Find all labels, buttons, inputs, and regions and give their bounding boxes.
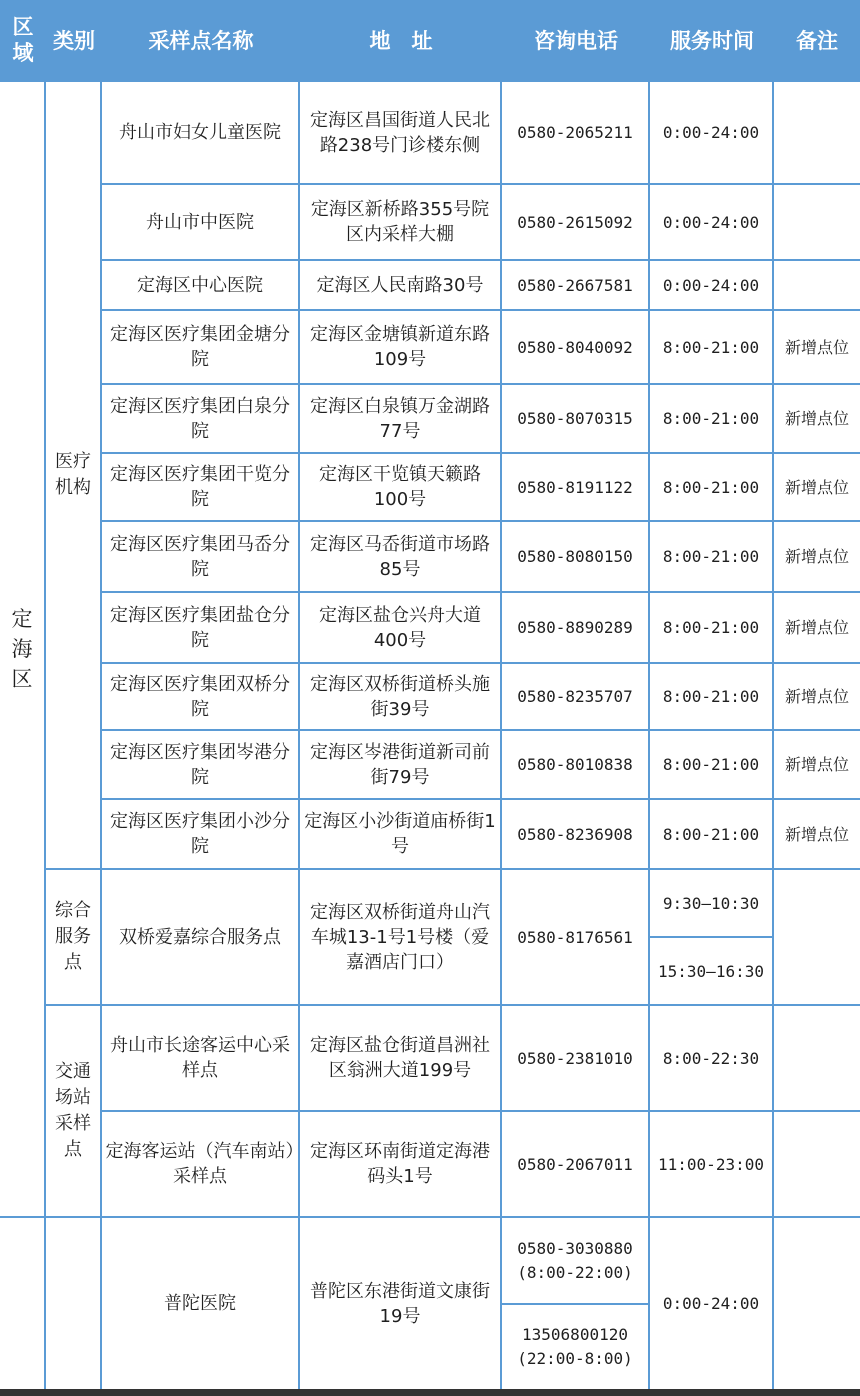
site-note: 新增点位: [774, 731, 860, 798]
site-phone: 0580-8010838: [502, 731, 648, 798]
site-address: 定海区干览镇天籁路100号: [300, 454, 500, 520]
site-name: 舟山市长途客运中心采样点: [102, 1006, 298, 1110]
site-hours: 8:00-21:00: [650, 593, 772, 662]
phone-time-range: (8:00-22:00): [517, 1262, 633, 1282]
header-note: 备注: [774, 0, 860, 80]
region-putuo: [0, 1218, 44, 1389]
header-region: 区 域: [0, 0, 46, 80]
site-phone: 0580-2615092: [502, 185, 648, 259]
site-name: 定海区医疗集团双桥分院: [102, 664, 298, 729]
site-note: 新增点位: [774, 522, 860, 591]
site-note: [774, 1218, 860, 1389]
site-hours-morning: 9:30—10:30: [650, 870, 772, 936]
site-address: 定海区岑港街道新司前街79号: [300, 731, 500, 798]
site-hours: 8:00-21:00: [650, 800, 772, 868]
site-phone: 0580-2065211: [502, 82, 648, 183]
header-site-name: 采样点名称: [102, 0, 300, 80]
header-phone: 咨询电话: [502, 0, 650, 80]
site-note: [774, 261, 860, 309]
site-name: 定海区医疗集团金塘分院: [102, 311, 298, 383]
site-address: 定海区双桥街道桥头施街39号: [300, 664, 500, 729]
site-phone: 0580-8040092: [502, 311, 648, 383]
header-category: 类别: [46, 0, 102, 80]
site-note: 新增点位: [774, 800, 860, 868]
site-phone: 0580-2067011: [502, 1112, 648, 1216]
site-address: 定海区白泉镇万金湖路77号: [300, 385, 500, 452]
site-name: 定海区医疗集团小沙分院: [102, 800, 298, 868]
site-address: 定海区小沙街道庙桥街1号: [300, 800, 500, 868]
site-phone-day: [502, 1218, 648, 1303]
site-address: 定海区金塘镇新道东路109号: [300, 311, 500, 383]
site-hours: 0:00-24:00: [650, 185, 772, 259]
site-hours: 8:00-21:00: [650, 522, 772, 591]
site-address: 定海区新桥路355号院区内采样大棚: [300, 185, 500, 259]
site-address: 定海区双桥街道舟山汽车城13-1号1号楼（爱嘉酒店门口）: [300, 870, 500, 1004]
site-hours: 8:00-22:30: [650, 1006, 772, 1110]
site-hours: 0:00-24:00: [650, 1218, 772, 1389]
site-name: 定海区医疗集团干览分院: [102, 454, 298, 520]
site-name: 普陀医院: [102, 1218, 298, 1389]
site-note: [774, 1006, 860, 1110]
site-name: 双桥爱嘉综合服务点: [102, 870, 298, 1004]
site-note: 新增点位: [774, 311, 860, 383]
category-putuo: [46, 1218, 100, 1389]
category-medical: 医疗 机构: [46, 82, 100, 868]
site-name: 舟山市中医院: [102, 185, 298, 259]
site-hours: 8:00-21:00: [650, 385, 772, 452]
site-hours-afternoon: 15:30—16:30: [650, 938, 772, 1004]
site-name: 舟山市妇女儿童医院: [102, 82, 298, 183]
site-name: 定海区医疗集团岑港分院: [102, 731, 298, 798]
site-address: 定海区盐仓兴舟大道400号: [300, 593, 500, 662]
site-note: 新增点位: [774, 593, 860, 662]
site-hours: 8:00-21:00: [650, 311, 772, 383]
site-phone: 0580-8235707: [502, 664, 648, 729]
site-hours: 0:00-24:00: [650, 82, 772, 183]
site-note: [774, 1112, 860, 1216]
phone-number: 13506800120: [522, 1325, 628, 1344]
site-phone: 0580-8176561: [502, 870, 648, 1004]
site-address: 定海区环南街道定海港码头1号: [300, 1112, 500, 1216]
site-name: 定海区医疗集团马岙分院: [102, 522, 298, 591]
site-hours: 8:00-21:00: [650, 731, 772, 798]
site-phone: 0580-2381010: [502, 1006, 648, 1110]
site-address: 定海区人民南路30号: [300, 261, 500, 309]
category-transport: 交通 场站 采样 点: [46, 1006, 100, 1216]
site-phone: 0580-8236908: [502, 800, 648, 868]
phone-time-range: (22:00-8:00): [517, 1349, 633, 1368]
site-note: 新增点位: [774, 454, 860, 520]
site-address: 定海区盐仓街道昌洲社区翁洲大道199号: [300, 1006, 500, 1110]
site-phone: 0580-8890289: [502, 593, 648, 662]
site-hours: 11:00-23:00: [650, 1112, 772, 1216]
site-note: 新增点位: [774, 385, 860, 452]
site-phone: 0580-8191122: [502, 454, 648, 520]
site-address: 普陀区东港街道文康街19号: [300, 1218, 500, 1389]
site-phone-night: [502, 1305, 648, 1389]
site-name: 定海区中心医院: [102, 261, 298, 309]
category-service: 综合 服务 点: [46, 870, 100, 1004]
site-note: 新增点位: [774, 664, 860, 729]
site-name: 定海客运站（汽车南站）采样点: [102, 1112, 298, 1216]
region-dinghai: 定 海 区: [0, 82, 44, 1216]
site-note: [774, 185, 860, 259]
phone-number: 0580-3030880: [517, 1238, 633, 1258]
header-hours: 服务时间: [650, 0, 774, 80]
site-phone: 0580-8070315: [502, 385, 648, 452]
site-note: [774, 82, 860, 183]
site-phone: 0580-2667581: [502, 261, 648, 309]
site-address: 定海区昌国街道人民北路238号门诊楼东侧: [300, 82, 500, 183]
bottom-edge: [0, 1389, 860, 1396]
site-name: 定海区医疗集团白泉分院: [102, 385, 298, 452]
site-note: [774, 870, 860, 1004]
site-hours: 8:00-21:00: [650, 664, 772, 729]
site-hours: 0:00-24:00: [650, 261, 772, 309]
header-address: 地 址: [300, 0, 502, 80]
site-name: 定海区医疗集团盐仓分院: [102, 593, 298, 662]
site-hours: 8:00-21:00: [650, 454, 772, 520]
site-phone: 0580-8080150: [502, 522, 648, 591]
site-address: 定海区马岙街道市场路85号: [300, 522, 500, 591]
